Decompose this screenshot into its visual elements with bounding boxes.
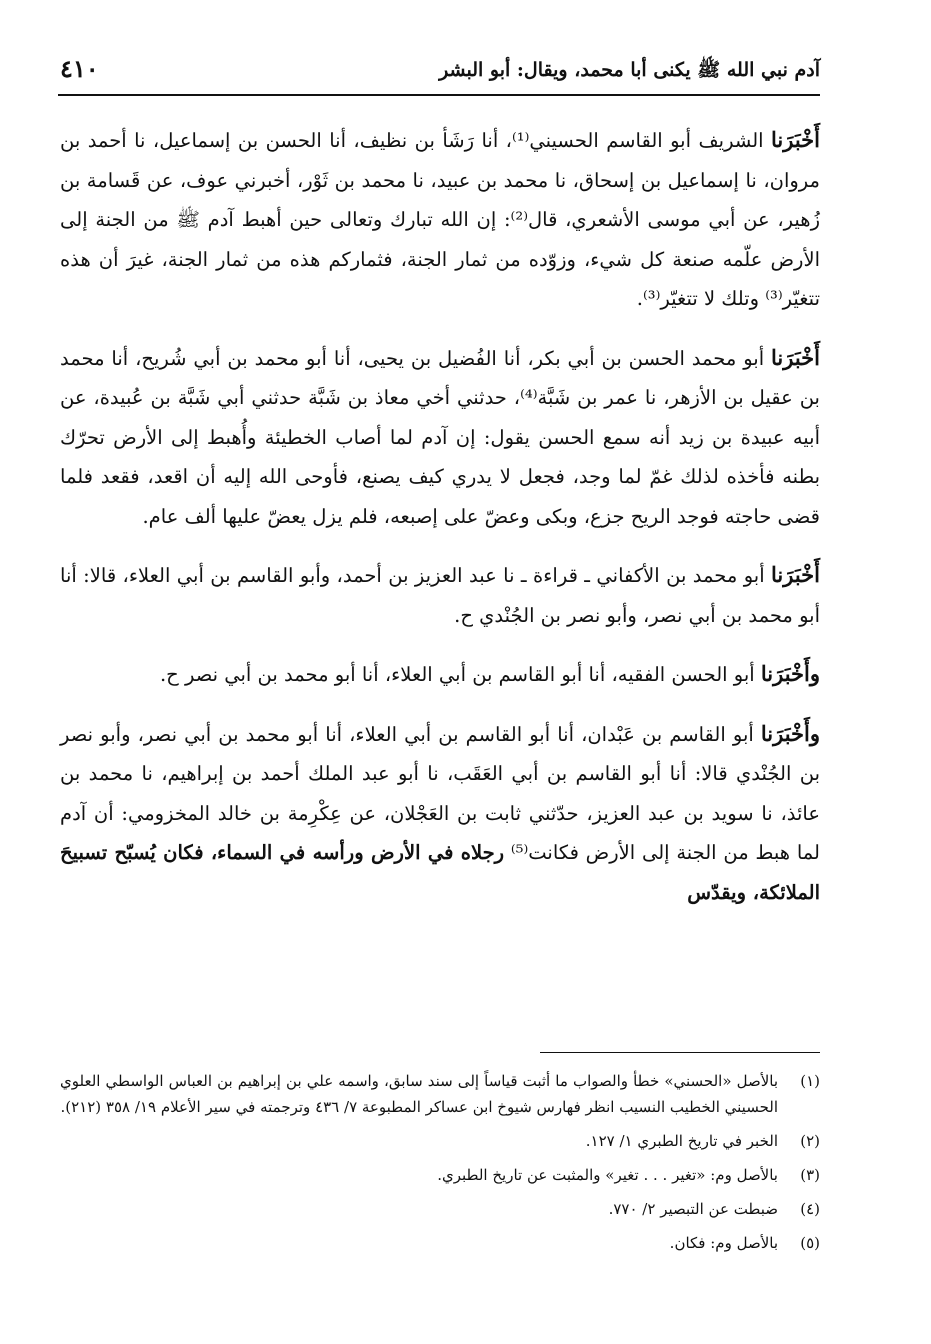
paragraph — [60, 714, 820, 913]
paragraph-text: الشريف أبو القاسم الحسيني⁽¹⁾، أنا رَشَأ بن نظيف، أنا الحسن بن إسماعيل، نا أحمد بن مروان، نا إسماعيل بن إسحاق، نا محمد بن عبيد، نا محمد بن ثَوْر، أخبرني عوف، عن قَسامة بن زُهير، عن أبي موسى الأشعري، قال⁽²⁾: إن الله تبارك وتعالى حين أهبط آدم ﷺ من الجنة إلى الأرض علّمه صنعة كل شيء، وزوّده من ثمار الجنة، فثماركم هذه من ثمار الجنة، غيرَ أن هذه تتغيّر⁽³⁾ وتلك لا تتغيّر⁽³⁾. — [60, 129, 820, 310]
footnote-number: (٢) — [800, 1132, 820, 1150]
footnote-number: (٥) — [800, 1234, 820, 1252]
paragraph — [60, 654, 820, 695]
footnote-text: بالأصل وم: فكان. — [669, 1234, 778, 1252]
main-text — [60, 120, 820, 931]
paragraph-lead: أَخْبَرَنا — [771, 344, 820, 370]
header-rule — [58, 94, 820, 96]
paragraph — [60, 120, 820, 319]
paragraph-lead: وأَخْبَرَنا — [760, 720, 820, 746]
footnote-number: (١) — [800, 1072, 820, 1090]
paragraph-lead: أَخْبَرَنا — [771, 127, 820, 152]
footnote — [60, 1068, 820, 1120]
footnote-separator — [540, 1052, 820, 1053]
footnote — [60, 1230, 820, 1256]
paragraph-lead: وأَخْبَرَنا — [760, 661, 820, 686]
paragraph-lead: أَخْبَرَنا — [771, 562, 820, 587]
footnote-text: الخبر في تاريخ الطبري ١/ ١٢٧. — [585, 1132, 778, 1150]
book-page — [60, 50, 820, 1310]
paragraph-emphasis: رجلاه في الأرض ورأسه في السماء، فكان يُسبّح تسبيحَ الملائكة، ويقدّس — [60, 841, 820, 904]
paragraph-text: أبو القاسم بن عَبْدان، أنا أبو القاسم بن أبي العلاء، أنا أبو محمد بن أبي نصر، وأبو نصر بن الجُنْدي قالا: أنا أبو القاسم بن أبي العَقَب، نا أبو عبد الملك أحمد بن إبراهيم، نا محمد بن عائذ، نا سويد بن عبد العزيز، حدّثني ثابت بن العَجْلان، عن عِكْرِمة بن خالد المخزومي: أن آدم لما هبط من الجنة إلى الأرض فكانت⁽⁵⁾ — [60, 722, 821, 864]
footnote — [60, 1162, 820, 1188]
paragraph-text: أبو محمد بن الأكفاني ـ قراءة ـ نا عبد العزيز بن أحمد، وأبو القاسم بن أبي العلاء، قالا: أنا أبو محمد بن أبي نصر، وأبو نصر بن الجُنْدي ح. — [60, 564, 820, 627]
footnotes — [60, 1068, 820, 1264]
paragraph — [60, 555, 820, 635]
paragraph-text: أبو محمد الحسن بن أبي بكر، أنا الفُضيل بن يحيى، أنا أبو محمد بن أبي شُريح، أنا محمد بن عقيل بن الأزهر، نا عمر بن شَبَّة⁽⁴⁾، حدثني أخي معاذ بن شَبَّة حدثني أبي شَبَّة بن عُبيدة، عن أبيه عبيدة بن زيد أنه سمع الحسن يقول: إن آدم لما أصاب الخطيئة وأُهبط إلى الأرض تحرّك بطنه فأخذه لذلك غمّ لما وجد، فجعل لا يدري كيف يصنع، فأوحى الله إليه أن اقعد، فقعد فلما قضى حاجته فوجد الريح جزع، وبكى وعضّ على إصبعه، فلم يزل يعضّ عليها ألف عام. — [60, 346, 820, 528]
footnote-number: (٤) — [800, 1200, 820, 1218]
footnote-text: بالأصل «الحسني» خطأ والصواب ما أثبت قياساً إلى سند سابق، واسمه علي بن إبراهيم بن العباس الواسطي العلوي الحسيني الخطيب النسيب انظر فهارس شيوخ ابن عساكر المطبوعة ٧/ ٤٣٦ وترجمته في سير الأعلام ١٩/ ٣٥٨ (٢١٢). — [60, 1072, 778, 1116]
footnote — [60, 1196, 820, 1222]
footnote-text: بالأصل وم: «تغير . . . تغير» والمثبت عن تاريخ الطبري. — [437, 1166, 778, 1184]
running-header — [60, 50, 820, 90]
footnote-text: ضبطت عن التبصير ٢/ ٧٧٠. — [608, 1200, 778, 1218]
paragraph — [60, 338, 820, 537]
footnote — [60, 1128, 820, 1154]
paragraph-text: أبو الحسن الفقيه، أنا أبو القاسم بن أبي العلاء، أنا أبو محمد بن أبي نصر ح. — [159, 663, 761, 686]
page-number: ٤١٠ — [60, 54, 99, 83]
footnote-number: (٣) — [800, 1166, 820, 1184]
header-title: آدم نبي الله ﷺ يكنى أبا محمد، ويقال: أبو البشر — [439, 59, 820, 81]
